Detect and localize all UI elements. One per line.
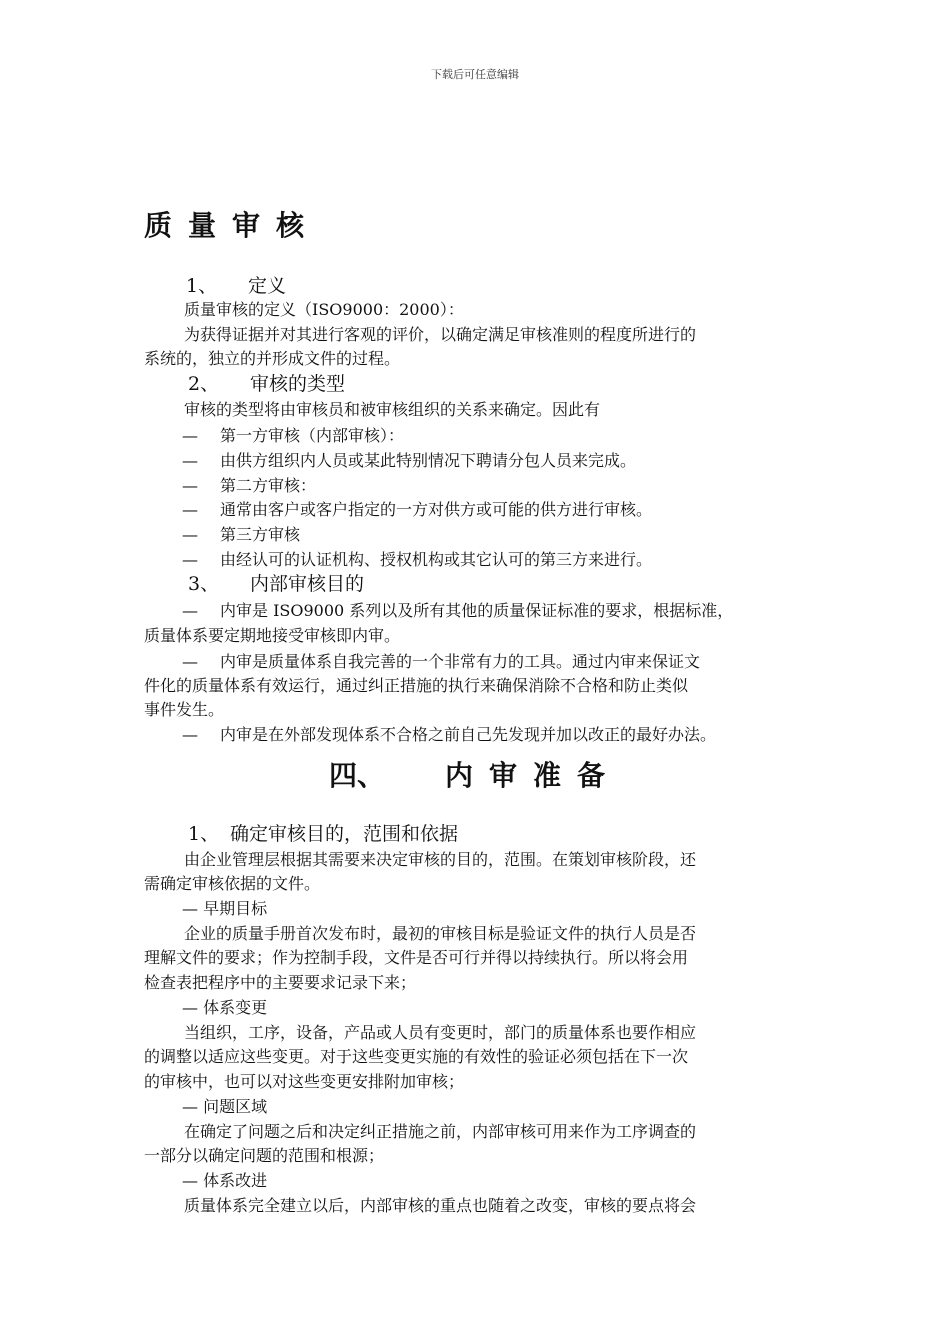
section2-item [144, 523, 852, 547]
body-line: 检查表把程序中的主要要求记录下来； [144, 973, 417, 992]
section2-item-text: 由经认可的认证机构、授权机构或其它认可的第三方来进行。 [220, 550, 653, 569]
dash-mark: — [182, 451, 198, 470]
section3-text: 内审是质量体系自我完善的一个非常有力的工具。通过内审来保证文 [220, 652, 701, 671]
subsection1-heading [144, 822, 858, 846]
section2-item-text: 第三方审核 [220, 525, 301, 544]
chapter-number: 四、 [328, 759, 385, 792]
dash-mark: — [182, 601, 198, 620]
dash-mark: — [182, 426, 198, 445]
section2-number: 2、 [188, 373, 220, 395]
body-line: 在确定了问题之后和决定纠正措施之前，内部审核可用来作为工序调查的 [184, 1122, 697, 1141]
section1-number: 1、 [186, 275, 218, 297]
section2-item [144, 548, 852, 572]
body-line: 理解文件的要求；作为控制手段，文件是否可行并得以持续执行。所以将会用 [144, 948, 689, 967]
dash-mark: — [182, 525, 198, 544]
section2-intro: 审核的类型将由审核员和被审核组织的关系来确定。因此有 [184, 400, 601, 419]
chapter-title [0, 754, 950, 794]
section2-item [144, 498, 852, 522]
body-line: 企业的质量手册首次发布时，最初的审核目标是验证文件的执行人员是否 [184, 924, 697, 943]
dash-mark: — [182, 550, 198, 569]
system-change-label: — 体系变更 [182, 998, 268, 1017]
section3-paragraph [144, 723, 852, 747]
body-line: 的审核中，也可以对这些变更安排附加审核； [144, 1072, 465, 1091]
document-title: 质量审核 [144, 209, 321, 242]
section2-item-text: 通常由客户或客户指定的一方对供方或可能的供方进行审核。 [220, 500, 653, 519]
subsection1-number: 1、 [188, 823, 220, 845]
header-note: 下载后可任意编辑 [431, 68, 519, 81]
section3-text: 内审是 ISO9000 系列以及所有其他的质量保证标准的要求，根据标准， [220, 601, 734, 620]
body-line: 的调整以适应这些变更。对于这些变更实施的有效性的验证必须包括在下一次 [144, 1047, 689, 1066]
dash-mark: — [182, 652, 198, 671]
body-line: 由企业管理层根据其需要来决定审核的目的，范围。在策划审核阶段，还 [184, 850, 697, 869]
section3-title: 内部审核目的 [250, 573, 365, 595]
dash-mark: — [182, 725, 198, 744]
section2-item-text: 第二方审核： [220, 476, 317, 495]
section1-title: 定义 [248, 275, 287, 297]
body-line: 需确定审核依据的文件。 [144, 874, 321, 893]
section3-text: 内审是在外部发现体系不合格之前自己先发现并加以改正的最好办法。 [220, 725, 717, 744]
dash-mark: — [182, 500, 198, 519]
section2-title: 审核的类型 [250, 373, 346, 395]
section3-number: 3、 [188, 573, 220, 595]
section3-text: 事件发生。 [144, 700, 225, 719]
section1-heading [144, 274, 856, 298]
system-improvement-label: — 体系改进 [182, 1171, 268, 1190]
section2-heading [144, 372, 858, 396]
section2-item-text: 第一方审核（内部审核）： [220, 426, 405, 445]
early-goal-label: — 早期目标 [182, 899, 268, 918]
section1-body-line: 为获得证据并对其进行客观的评价，以确定满足审核准则的程度所进行的 [184, 325, 697, 344]
section2-item [144, 474, 852, 498]
body-line: 当组织，工序，设备，产品或人员有变更时，部门的质量体系也要作相应 [184, 1023, 697, 1042]
section3-text: 件化的质量体系有效运行，通过纠正措施的执行来确保消除不合格和防止类似 [144, 676, 689, 695]
section3-paragraph [144, 599, 852, 623]
chapter-title-text: 内审准备 [445, 759, 622, 792]
subsection1-title: 确定审核目的，范围和依据 [230, 823, 459, 845]
section2-item [144, 449, 852, 473]
section3-paragraph [144, 650, 852, 674]
section3-text: 质量体系要定期地接受审核即内审。 [144, 626, 401, 645]
body-line: 一部分以确定问题的范围和根源； [144, 1146, 385, 1165]
body-line: 质量体系完全建立以后，内部审核的重点也随着之改变，审核的要点将会 [184, 1196, 697, 1215]
dash-mark: — [182, 476, 198, 495]
section1-subheading: 质量审核的定义（ISO9000：2000）： [184, 300, 464, 319]
section2-item-text: 由供方组织内人员或某此特别情况下聘请分包人员来完成。 [220, 451, 637, 470]
problem-area-label: — 问题区域 [182, 1097, 268, 1116]
section1-body-line: 系统的，独立的并形成文件的过程。 [144, 349, 401, 368]
section3-heading [144, 572, 858, 596]
section2-item [144, 424, 852, 448]
